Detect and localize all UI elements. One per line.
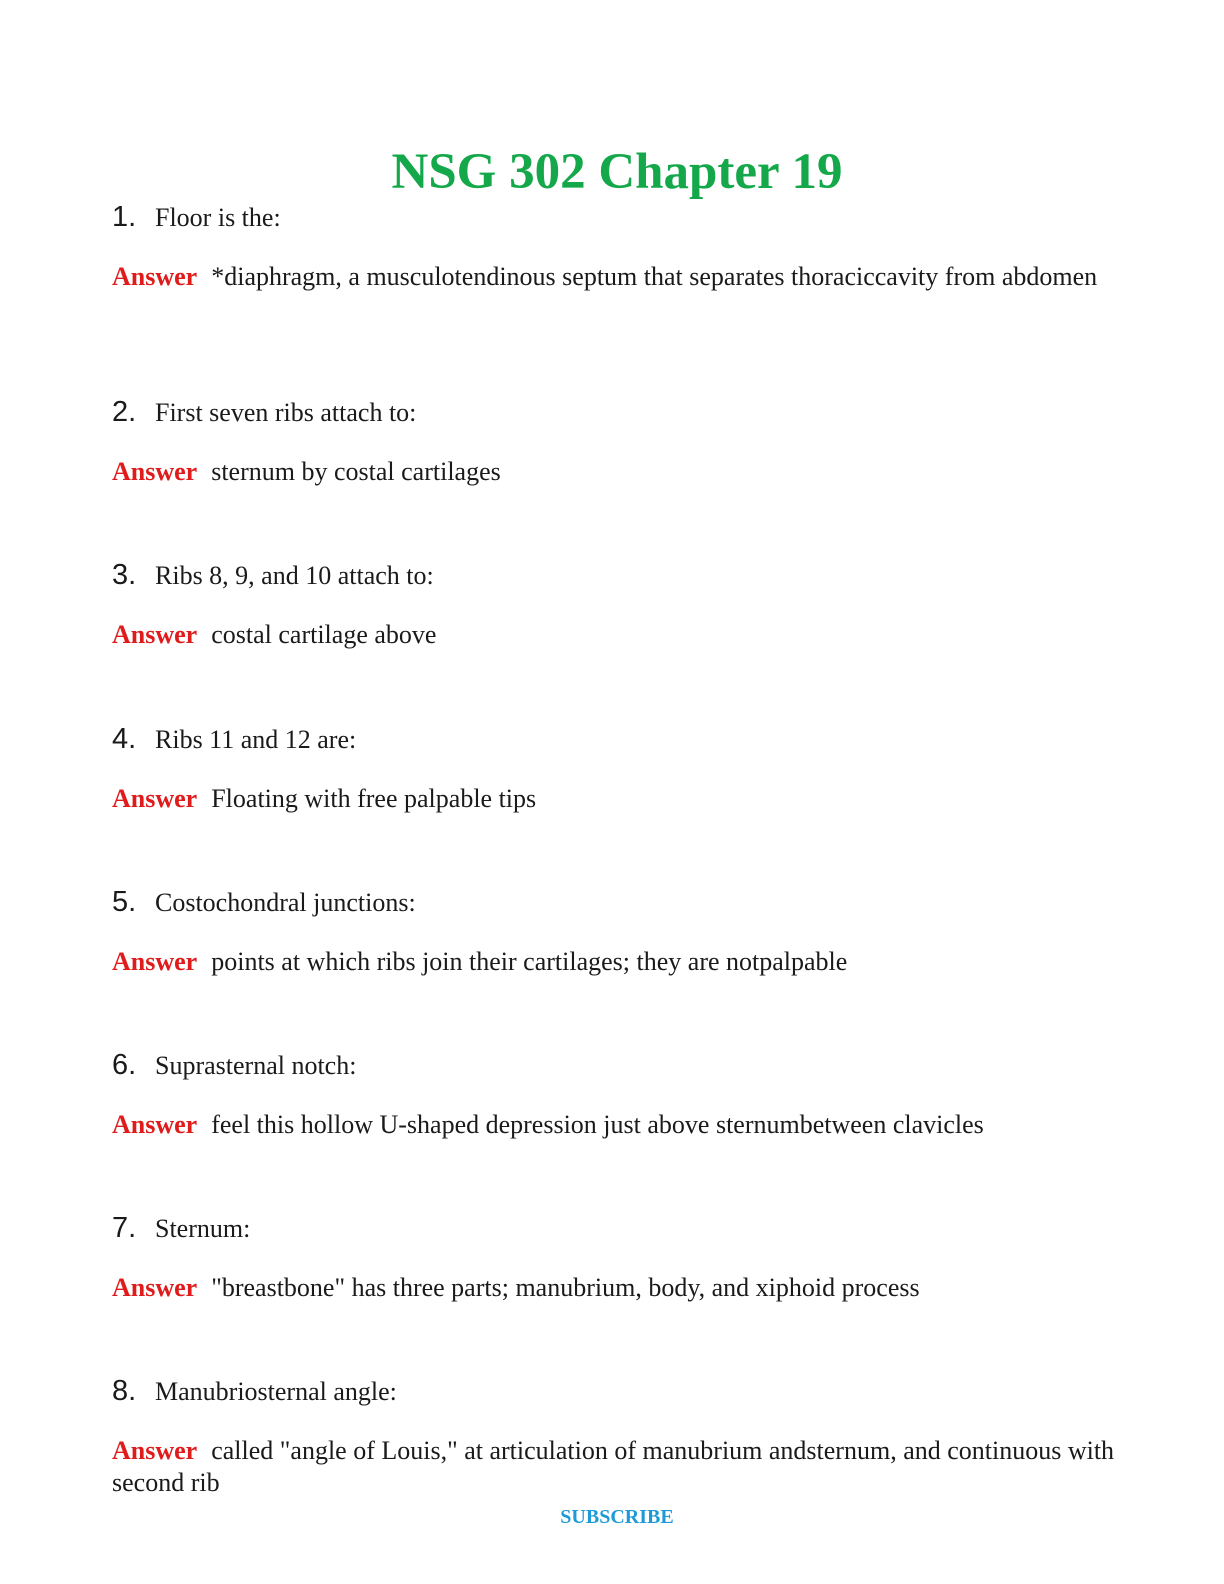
question <box>112 882 1122 922</box>
question <box>112 719 1122 759</box>
answer-text: costal cartilage above <box>211 620 437 649</box>
question-number: 7. <box>112 1212 137 1244</box>
answer-text: points at which ribs join their cartilages; they are notpalpable <box>211 947 848 976</box>
question-text: Sternum: <box>155 1214 251 1243</box>
question <box>112 197 1122 237</box>
question-number: 6. <box>112 1049 137 1081</box>
qa-item-2 <box>112 392 1122 488</box>
qa-item-7 <box>112 1208 1122 1304</box>
question-text: Ribs 8, 9, and 10 attach to: <box>155 561 434 590</box>
answer-text: called "angle of Louis," at articulation of manubrium andsternum, and continuous with second rib <box>112 1436 1115 1497</box>
question-number: 1. <box>112 201 137 233</box>
question-number: 4. <box>112 723 137 755</box>
question-number: 2. <box>112 396 137 428</box>
question-text: Ribs 11 and 12 are: <box>155 725 357 754</box>
qa-item-8 <box>112 1371 1122 1499</box>
question <box>112 555 1122 595</box>
question <box>112 392 1122 432</box>
qa-item-5 <box>112 882 1122 978</box>
answer <box>112 619 1122 651</box>
qa-item-4 <box>112 719 1122 815</box>
question <box>112 1371 1122 1411</box>
answer <box>112 456 1122 488</box>
answer <box>112 1272 1122 1304</box>
question-text: Manubriosternal angle: <box>155 1377 397 1406</box>
answer-label: Answer <box>112 1110 198 1139</box>
question <box>112 1208 1122 1248</box>
answer-text: *diaphragm, a musculotendinous septum that separates thoraciccavity from abdomen <box>211 262 1098 291</box>
question-text: Floor is the: <box>155 203 281 232</box>
answer <box>112 261 1122 293</box>
question-text: Suprasternal notch: <box>155 1051 357 1080</box>
question <box>112 1045 1122 1085</box>
answer-label: Answer <box>112 457 198 486</box>
qa-item-6 <box>112 1045 1122 1141</box>
qa-item-1 <box>112 197 1122 293</box>
answer-text: Floating with free palpable tips <box>211 784 537 813</box>
question-text: Costochondral junctions: <box>155 888 416 917</box>
answer-label: Answer <box>112 262 198 291</box>
answer-label: Answer <box>112 1436 198 1465</box>
answer <box>112 783 1122 815</box>
answer-text: "breastbone" has three parts; manubrium, body, and xiphoid process <box>211 1273 920 1302</box>
answer-label: Answer <box>112 784 198 813</box>
question-text: First seven ribs attach to: <box>155 398 417 427</box>
answer <box>112 946 1122 978</box>
answer-text: feel this hollow U-shaped depression just above sternumbetween clavicles <box>211 1110 984 1139</box>
answer-label: Answer <box>112 1273 198 1302</box>
answer-label: Answer <box>112 947 198 976</box>
subscribe-link[interactable]: SUBSCRIBE <box>560 1506 674 1528</box>
question-number: 8. <box>112 1375 137 1407</box>
answer <box>112 1109 1122 1141</box>
answer-label: Answer <box>112 620 198 649</box>
question-number: 5. <box>112 886 137 918</box>
answer-text: sternum by costal cartilages <box>211 457 501 486</box>
answer <box>112 1435 1122 1499</box>
question-number: 3. <box>112 559 137 591</box>
page-title: NSG 302 Chapter 19 <box>391 144 843 201</box>
qa-item-3 <box>112 555 1122 651</box>
